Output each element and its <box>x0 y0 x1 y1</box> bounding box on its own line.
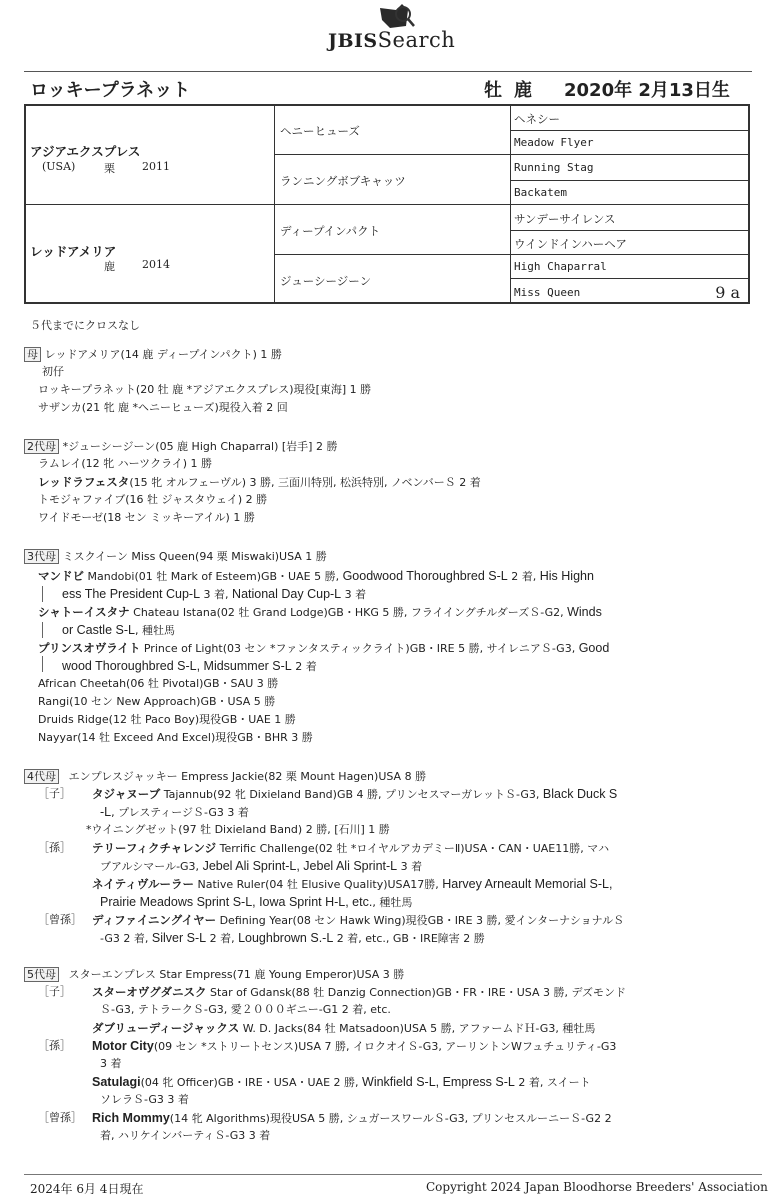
offspring-line: ディファイニングイヤー Defining Year(08 セン Hawk Wing)現役GB・IRE 3 勝, 愛インターナショナルＳ <box>92 913 625 927</box>
offspring-line-cont: Ｓ-G3, テトラークＳ-G3, 愛２０００ギニー-G1 2 着, etc. <box>100 1003 391 1016</box>
section-tag: 2代母 <box>24 439 59 454</box>
offspring-line: Nayyar(14 牡 Exceed And Excel)現役GB・BHR 3 勝 <box>38 731 313 744</box>
offspring-line-cont: or Castle S-L, 種牡馬 <box>62 623 175 637</box>
header-divider <box>24 71 752 72</box>
label-ko: ［子］ <box>38 787 71 800</box>
g3-7[interactable]: High Chaparral <box>514 260 607 273</box>
dam-first-foal: 初仔 <box>42 365 64 378</box>
offspring-line: シャトーイスタナ Chateau Istana(02 牡 Grand Lodge)GB・HKG 5 勝, フライイングチルダーズＳ-G2, Winds <box>38 605 602 619</box>
g3-3[interactable]: Running Stag <box>514 161 594 174</box>
offspring-line: ダブリューディージャックス W. D. Jacks(84 牡 Matsadoon)USA 5 勝, アファームドＨ-G3, 種牡馬 <box>92 1021 596 1035</box>
offspring-name[interactable]: タジャヌーブ <box>92 787 161 801</box>
dam-dam[interactable]: ジューシージーン <box>280 274 372 288</box>
g3-2[interactable]: Meadow Flyer <box>514 136 594 149</box>
offspring-name[interactable]: ダブリューディージャックス <box>92 1021 240 1035</box>
section-tag: 3代母 <box>24 549 59 564</box>
offspring-name[interactable]: ネイティヴルーラー <box>92 877 195 891</box>
offspring-line-cont: ess The President Cup-L 3 着, National Day Cup-L 3 着 <box>62 587 367 601</box>
offspring-name[interactable]: Satulagi <box>92 1075 141 1089</box>
fifth-dam-record: スターエンプレス Star Empress(71 鹿 Young Emperor)USA 3 勝 <box>68 968 405 981</box>
cross-note: ５代までにクロスなし <box>30 319 140 332</box>
footer-divider <box>24 1174 762 1175</box>
label-himago: ［曾孫］ <box>38 913 82 926</box>
third-dam-record: ミスクイーン Miss Queen(94 栗 Miswaki)USA 1 勝 <box>62 550 327 563</box>
sire-coat: 栗 <box>104 162 115 175</box>
offspring-line: ラムレイ(12 牝 ハーツクライ) 1 勝 <box>38 457 213 470</box>
section-tag: 母 <box>24 347 41 362</box>
horse-sex: 牡 <box>484 80 502 101</box>
sire-sire[interactable]: ヘニーヒューズ <box>280 124 360 138</box>
sire-dam[interactable]: ランニングボブキャッツ <box>280 174 406 188</box>
horse-birthdate: 2020年 2月13日生 <box>564 80 730 101</box>
offspring-name[interactable]: Motor City <box>92 1039 154 1053</box>
dam-record: レッドアメリア(14 鹿 ディープインパクト) 1 勝 <box>44 348 282 361</box>
offspring-line-cont: 3 着 <box>100 1057 122 1070</box>
offspring-line: Rangi(10 セン New Approach)GB・USA 5 勝 <box>38 695 276 708</box>
label-himago: ［曾孫］ <box>38 1111 82 1124</box>
sire-year: 2011 <box>142 160 170 173</box>
offspring-line: ワイドモーゼ(18 セン ミッキーアイル) 1 勝 <box>38 511 255 524</box>
offspring-line: ネイティヴルーラー Native Ruler(04 牡 Elusive Quality)USA17勝, Harvey Arneault Memorial S-L, <box>92 877 613 891</box>
offspring-name[interactable]: テリーフィクチャレンジ <box>92 841 217 855</box>
offspring-name[interactable]: レッドラフェスタ <box>38 475 130 489</box>
g3-4[interactable]: Backatem <box>514 186 567 199</box>
footer-copyright: Copyright 2024 Japan Bloodhorse Breeders' Association <box>426 1180 768 1194</box>
offspring-line: Satulagi(04 牝 Officer)GB・IRE・USA・UAE 2 勝, Winkfield S-L, Empress S-L 2 着, スイート <box>92 1075 591 1089</box>
offspring-name[interactable]: ディファイニングイヤー <box>92 913 217 927</box>
offspring-name[interactable]: プリンスオヴライト <box>38 641 141 655</box>
label-mago: ［孫］ <box>38 1039 71 1052</box>
offspring-line: Druids Ridge(12 牡 Paco Boy)現役GB・UAE 1 勝 <box>38 713 296 726</box>
offspring-line-cont: 着, ハリケインバーティＳ-G3 3 着 <box>100 1129 271 1142</box>
offspring-line: マンドビ Mandobi(01 牡 Mark of Esteem)GB・UAE 5 勝, Goodwood Thoroughbred S-L 2 着, His Highn <box>38 569 594 583</box>
sire-name[interactable]: アジアエクスプレス <box>30 144 141 159</box>
dam-sire[interactable]: ディープインパクト <box>280 224 381 238</box>
offspring-name[interactable]: スターオヴグダニスク <box>92 985 207 999</box>
offspring-line: タジャヌーブ Tajannub(92 牝 Dixieland Band)GB 4 勝, プリンセスマーガレットＳ-G3, Black Duck S <box>92 787 618 801</box>
section-tag: 4代母 <box>24 769 59 784</box>
second-dam-record: *ジューシージーン(05 鹿 High Chaparral) [岩手] 2 勝 <box>62 440 338 453</box>
g3-8[interactable]: Miss Queen <box>514 286 581 299</box>
offspring-line: スターオヴグダニスク Star of Gdansk(88 牡 Danzig Connection)GB・FR・IRE・USA 3 勝, デズモンド <box>92 985 627 999</box>
offspring-line: テリーフィクチャレンジ Terrific Challenge(02 牡 *ロイヤルアカデミーⅡ)USA・CAN・UAE11勝, マハ <box>92 841 610 855</box>
offspring-name[interactable]: Rich Mommy <box>92 1111 170 1125</box>
horse-coat: 鹿 <box>514 80 532 101</box>
section-5th-dam <box>24 966 404 983</box>
section-tag: 5代母 <box>24 967 59 982</box>
offspring-line: *ウイニングゼット(97 牡 Dixieland Band) 2 勝, [石川] 1 勝 <box>86 823 390 836</box>
offspring-line-cont: Prairie Meadows Sprint S-L, Iowa Sprint H-L, etc., 種牡馬 <box>100 895 413 909</box>
section-3rd-dam <box>24 548 327 565</box>
g3-1[interactable]: ヘネシー <box>514 112 560 126</box>
jbis-search-logo-text[interactable] <box>328 28 455 52</box>
logo-search: Search <box>377 28 456 52</box>
offspring-line-cont: ソレラＳ-G3 3 着 <box>100 1093 189 1106</box>
offspring-line-cont: ブアルシマール-G3, Jebel Ali Sprint-L, Jebel Ali Sprint-L 3 着 <box>100 859 423 873</box>
offspring-name[interactable]: シャトーイスタナ <box>38 605 130 619</box>
offspring-line: Motor City(09 セン *ストリートセンス)USA 7 勝, イロクオイＳ-G3, アーリントンWフュチュリティ-G3 <box>92 1039 617 1053</box>
section-2nd-dam <box>24 438 337 455</box>
pedigree-table <box>24 104 750 304</box>
offspring-line: ロッキープラネット(20 牡 鹿 *アジアエクスプレス)現役[東海] 1 勝 <box>38 383 372 396</box>
family-number: 9 a <box>715 283 740 302</box>
offspring-line-cont: wood Thoroughbred S-L, Midsummer S-L 2 着 <box>62 659 317 673</box>
offspring-name[interactable]: マンドビ <box>38 569 84 583</box>
offspring-line: サザンカ(21 牝 鹿 *ヘニーヒューズ)現役入着 2 回 <box>38 401 288 414</box>
fourth-dam-record: エンプレスジャッキー Empress Jackie(82 栗 Mount Hagen)USA 8 勝 <box>68 770 427 783</box>
offspring-line-cont: -G3 2 着, Silver S-L 2 着, Loughbrown S.-L 2 着, etc., GB・IRE障害 2 勝 <box>100 931 485 945</box>
label-mago: ［孫］ <box>38 841 71 854</box>
section-dam <box>24 346 282 363</box>
offspring-line <box>38 474 481 491</box>
section-4th-dam <box>24 768 426 785</box>
g3-6[interactable]: ウインドインハーヘア <box>514 237 627 251</box>
offspring-line: プリンスオヴライト Prince of Light(03 セン *ファンタスティックライト)GB・IRE 5 勝, サイレニアＳ-G3, Good <box>38 641 610 655</box>
horse-name: ロッキープラネット <box>30 80 191 101</box>
dam-coat: 鹿 <box>104 260 115 273</box>
label-ko: ［子］ <box>38 985 71 998</box>
footer-date: 2024年 6月 4日現在 <box>30 1182 144 1196</box>
sire-origin: (USA) <box>42 160 76 173</box>
offspring-line-cont: -L, プレスティージＳ-G3 3 着 <box>100 805 249 819</box>
offspring-line: トモジャファイブ(16 牡 ジャスタウェイ) 2 勝 <box>38 493 268 506</box>
offspring-detail: (15 牝 オルフェーヴル) 3 勝, 三面川特別, 松浜特別, ノベンバーＳ 2 着 <box>129 476 481 489</box>
offspring-line: Rich Mommy(14 牝 Algorithms)現役USA 5 勝, シュガースワールＳ-G3, プリンセスルーニーＳ-G2 2 <box>92 1111 612 1125</box>
g3-5[interactable]: サンデーサイレンス <box>514 212 616 226</box>
offspring-line: African Cheetah(06 牡 Pivotal)GB・SAU 3 勝 <box>38 677 279 690</box>
dam-year: 2014 <box>142 258 170 271</box>
logo-jbis: JBIS <box>328 30 378 52</box>
dam-name[interactable]: レッドアメリア <box>30 244 117 259</box>
